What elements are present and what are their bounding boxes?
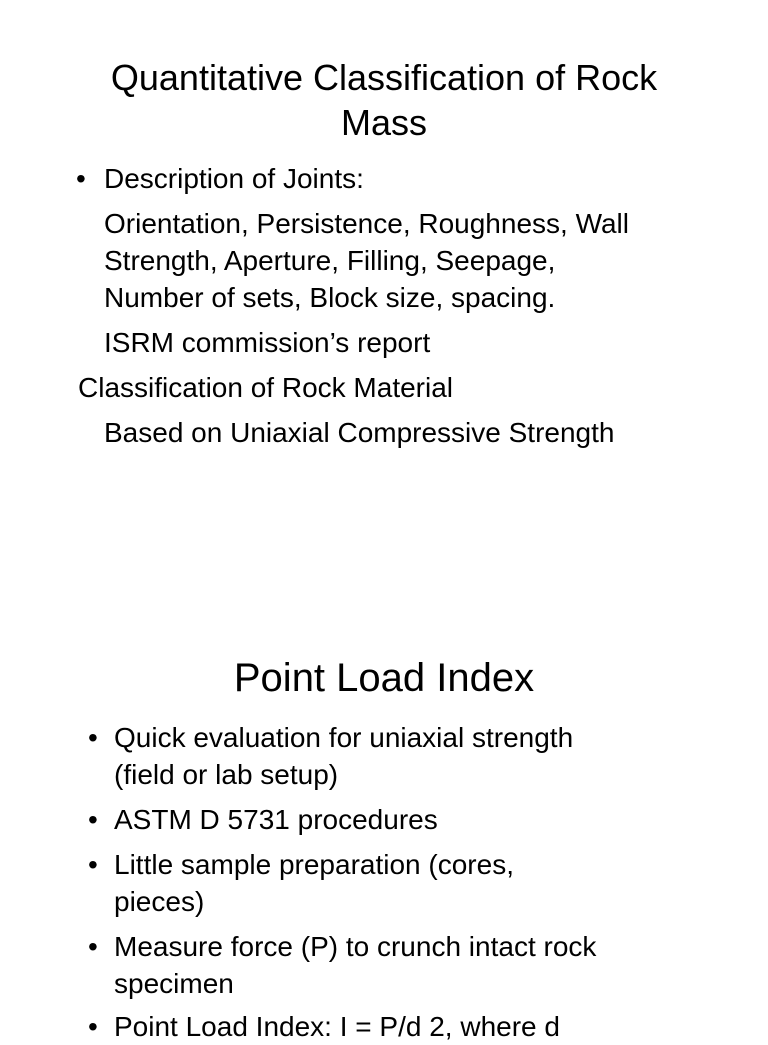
bullet-3-line-2: pieces) xyxy=(114,886,205,917)
slide-quantitative-classification xyxy=(0,0,768,512)
slide-title xyxy=(0,55,768,145)
bullet-1-line-1: Quick evaluation for uniaxial strength xyxy=(114,722,574,753)
title-line-1: Quantitative Classification of Rock xyxy=(110,57,658,98)
bullet-3-line-1: Little sample preparation (cores, xyxy=(114,849,514,880)
bullet-2-line-1: ASTM D 5731 procedures xyxy=(114,804,438,835)
based-on-ucs: Based on Uniaxial Compressive Strength xyxy=(104,417,615,448)
bullet-icon: • xyxy=(88,849,98,880)
bullet-1-line-2: (field or lab setup) xyxy=(114,759,339,790)
bullet-icon: • xyxy=(88,722,98,753)
bullet-icon: • xyxy=(76,163,86,194)
bullet-icon: • xyxy=(88,931,98,962)
slide-point-load-index xyxy=(0,512,768,1042)
classification-heading: Classification of Rock Material xyxy=(78,372,454,403)
bullet-5-line-1: Point Load Index: I = P/d 2, where d xyxy=(114,1011,560,1042)
isrm-report: ISRM commission’s report xyxy=(104,327,431,358)
detail-line-2: Strength, Aperture, Filling, Seepage, xyxy=(104,245,556,276)
detail-line-3: Number of sets, Block size, spacing. xyxy=(104,282,556,313)
detail-line-1: Orientation, Persistence, Roughness, Wall xyxy=(104,208,629,239)
title-line-2: Mass xyxy=(340,102,427,143)
bullet-text-joints: Description of Joints: xyxy=(104,163,364,194)
bullet-4-line-2: specimen xyxy=(114,968,234,999)
slide-title: Point Load Index xyxy=(233,656,535,700)
bullet-icon: • xyxy=(88,804,98,835)
bullet-icon: • xyxy=(88,1011,98,1042)
bullet-4-line-1: Measure force (P) to crunch intact rock xyxy=(114,931,597,962)
